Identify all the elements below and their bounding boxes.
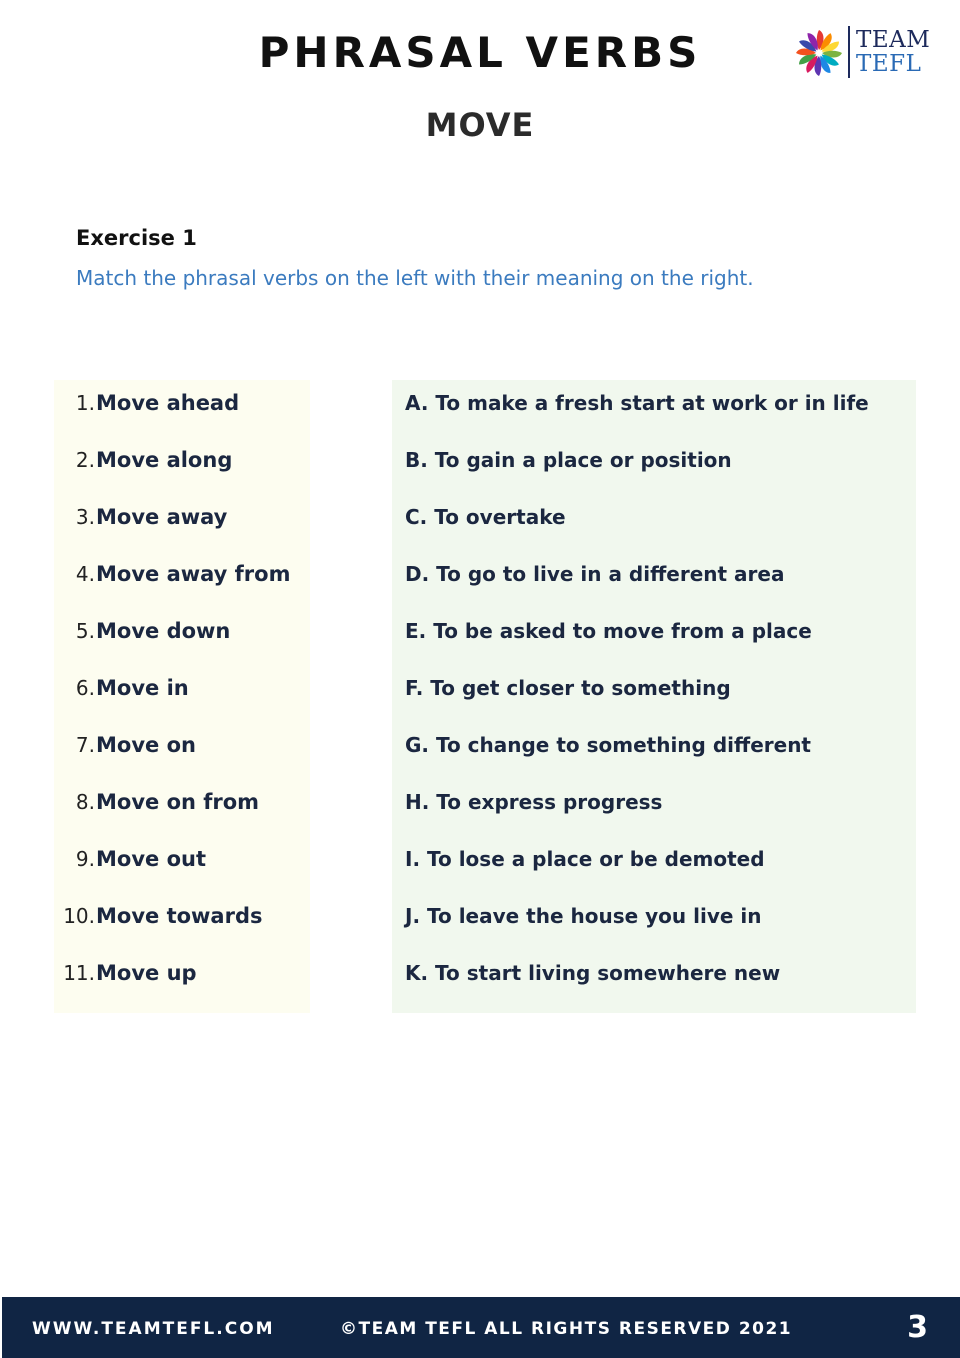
verb-number: 5. (75, 619, 95, 643)
page-footer (2, 1297, 960, 1358)
verb-number: 11. (63, 961, 95, 985)
verb-item (54, 730, 196, 760)
verb-number: 7. (75, 733, 95, 757)
verb-item (54, 445, 232, 475)
verb-number: 9. (75, 847, 95, 871)
meaning-item (405, 787, 662, 817)
verb-number: 4. (75, 562, 95, 586)
meaning-text: K. To start living somewhere new (405, 961, 781, 985)
meaning-item (405, 388, 869, 418)
footer-website: WWW.TEAMTEFL.COM (32, 1319, 275, 1339)
verb-item (54, 901, 263, 931)
meaning-item (405, 673, 731, 703)
verb-text: Move on from (96, 790, 260, 814)
verb-item (54, 616, 230, 646)
verb-text: Move towards (96, 904, 263, 928)
verb-text: Move in (96, 676, 189, 700)
meanings-column (392, 380, 916, 1013)
verb-text: Move ahead (96, 391, 240, 415)
meaning-text: B. To gain a place or position (405, 448, 732, 472)
verb-number: 2. (75, 448, 95, 472)
meaning-item (405, 616, 812, 646)
exercise-instruction: Match the phrasal verbs on the left with their meaning on the right. (76, 266, 754, 290)
exercise-heading: Exercise 1 (76, 226, 197, 250)
meaning-text: F. To get closer to something (405, 676, 731, 700)
verb-text: Move up (96, 961, 197, 985)
meaning-item (405, 844, 765, 874)
meaning-text: H. To express progress (405, 790, 663, 814)
meaning-item (405, 445, 732, 475)
page-title: PHRASAL VERBS (258, 28, 702, 77)
logo-divider (848, 26, 850, 78)
meaning-text: C. To overtake (405, 505, 566, 529)
meaning-text: D. To go to live in a different area (405, 562, 785, 586)
meaning-item (405, 901, 762, 931)
verb-number: 3. (75, 505, 95, 529)
meaning-item (405, 502, 566, 532)
meaning-item (405, 730, 811, 760)
meaning-text: A. To make a fresh start at work or in life (405, 391, 869, 415)
meaning-text: I. To lose a place or be demoted (405, 847, 765, 871)
team-tefl-logo (792, 24, 937, 82)
verb-item (54, 787, 259, 817)
page-number: 3 (907, 1310, 928, 1345)
verb-item (54, 673, 189, 703)
footer-copyright: ©TEAM TEFL ALL RIGHTS RESERVED 2021 (340, 1319, 793, 1339)
logo-wordmark (856, 28, 930, 76)
verb-item (54, 844, 206, 874)
verb-text: Move away (96, 505, 228, 529)
meaning-item (405, 559, 784, 589)
verb-item (54, 559, 290, 589)
meaning-item (405, 958, 780, 988)
logo-tefl-text: TEFL (856, 51, 922, 77)
verb-text: Move on (96, 733, 196, 757)
verb-number: 10. (63, 904, 95, 928)
verb-text: Move away from (96, 562, 291, 586)
page-subtitle: MOVE (425, 106, 535, 144)
verb-item (54, 502, 227, 532)
meaning-text: G. To change to something different (405, 733, 811, 757)
meaning-text: J. To leave the house you live in (405, 904, 762, 928)
verb-number: 6. (75, 676, 95, 700)
meaning-text: E. To be asked to move from a place (405, 619, 812, 643)
verb-text: Move out (96, 847, 206, 871)
verb-number: 8. (75, 790, 95, 814)
verb-number: 1. (75, 391, 95, 415)
pinwheel-logo-icon (794, 28, 844, 78)
verb-item (54, 958, 197, 988)
phrasal-verbs-column (54, 380, 310, 1013)
verb-text: Move along (96, 448, 233, 472)
logo-team-text: TEAM (856, 27, 931, 53)
verb-text: Move down (96, 619, 231, 643)
verb-item (54, 388, 239, 418)
